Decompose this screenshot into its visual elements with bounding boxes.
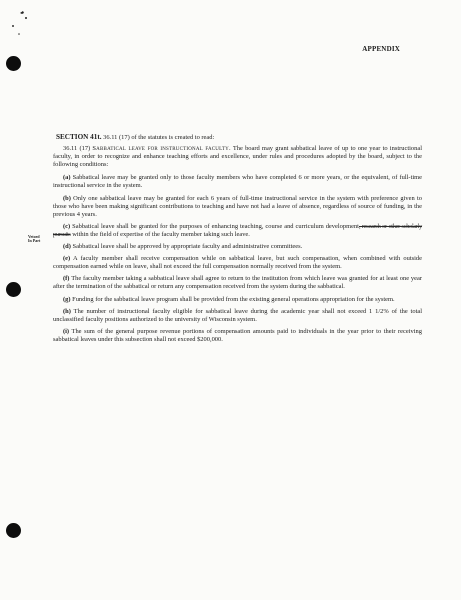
binder-hole-middle bbox=[6, 282, 21, 297]
paragraph-g bbox=[53, 296, 422, 304]
text-c-part-2: within the field of expertise of the faculty member taking such leave. bbox=[70, 230, 250, 238]
text-f: The faculty member taking a sabbatical leave shall agree to return to the institution from which leave was granted for at least one year after the termination of the sabbatical or return any compensation received from the system during the sabbatical. bbox=[53, 275, 422, 291]
intro-body: The board may grant sabbatical leave of up to one year to instructional faculty, in order to recognize and enhance teaching efforts and excellence, under rules and procedures adopted by the board, subject to the following conditions: bbox=[53, 145, 422, 169]
text-h: The number of instructional faculty eligible for sabbatical leave during the academic year shall not exceed 1 1/2% of the total unclassified faculty positions authorized to the university of Wisconsin system. bbox=[53, 307, 423, 323]
statute-title: Sabbatical leave for instructional faculty. bbox=[92, 145, 231, 153]
paragraph-intro bbox=[53, 145, 422, 169]
binder-hole-bottom bbox=[6, 523, 21, 538]
appendix-heading: APPENDIX bbox=[362, 45, 400, 53]
paragraph-b bbox=[53, 195, 422, 219]
paragraph-h bbox=[53, 308, 422, 324]
paragraph-i bbox=[53, 328, 422, 344]
veto-note-line-2: In Part bbox=[28, 238, 41, 244]
text-c-part-1: Sabbatical leave shall be granted for the purposes of enhancing teaching, course and curriculum development bbox=[72, 222, 359, 230]
section-heading bbox=[53, 133, 422, 142]
label-f: (f) bbox=[63, 275, 70, 283]
text-a: Sabbatical leave may be granted only to those faculty members who have completed 6 or more years, or the equivalent, of full-time instructional service in the system. bbox=[53, 174, 423, 190]
veto-margin-note bbox=[28, 235, 50, 244]
statute-number: 36.11 (17) bbox=[63, 145, 91, 153]
text-i: The sum of the general purpose revenue portions of compensation amounts paid to individuals in the year prior to their receiving sabbatical leaves under this subsection shall not exceed $200,000. bbox=[53, 327, 422, 343]
paragraph-c bbox=[53, 223, 422, 239]
section-heading-rest: 36.11 (17) of the statutes is created to read: bbox=[103, 134, 215, 141]
paragraph-d bbox=[53, 243, 422, 251]
paragraph-a bbox=[53, 174, 422, 190]
label-a: (a) bbox=[63, 174, 71, 182]
label-e: (e) bbox=[63, 255, 71, 263]
label-i: (i) bbox=[63, 327, 70, 335]
label-h: (h) bbox=[63, 307, 71, 315]
text-d: Sabbatical leave shall be approved by appropriate faculty and administrative committees. bbox=[72, 243, 303, 251]
vetoed-text: , research or other scholarly pursuits bbox=[53, 222, 422, 238]
text-b: Only one sabbatical leave may be granted for each 6 years of full-time instructional service in the system with preference given to those who have been making significant contributions to teaching and have not had a leave of absence, regardless of source of funding, in the previous 4 years. bbox=[53, 194, 422, 218]
paragraph-e bbox=[53, 255, 422, 271]
binder-hole-top bbox=[6, 56, 21, 71]
label-d: (d) bbox=[63, 243, 71, 251]
text-g: Funding for the sabbatical leave program shall be provided from the existing general operations appropriation for the system. bbox=[72, 295, 395, 303]
veto-note-line-1: Vetoed bbox=[28, 234, 40, 239]
section-number: SECTION 41t. bbox=[56, 133, 102, 141]
label-g: (g) bbox=[63, 295, 71, 303]
label-c: (c) bbox=[63, 222, 71, 230]
statute-text bbox=[53, 133, 422, 348]
scan-specks bbox=[6, 10, 30, 38]
label-b: (b) bbox=[63, 194, 71, 202]
text-e: A faculty member shall receive compensation while on sabbatical leave, but such compensation, when combined with outside compensation earned while on leave, shall not exceed the full compensation normally received from the system. bbox=[53, 255, 422, 271]
paragraph-f bbox=[53, 275, 422, 291]
